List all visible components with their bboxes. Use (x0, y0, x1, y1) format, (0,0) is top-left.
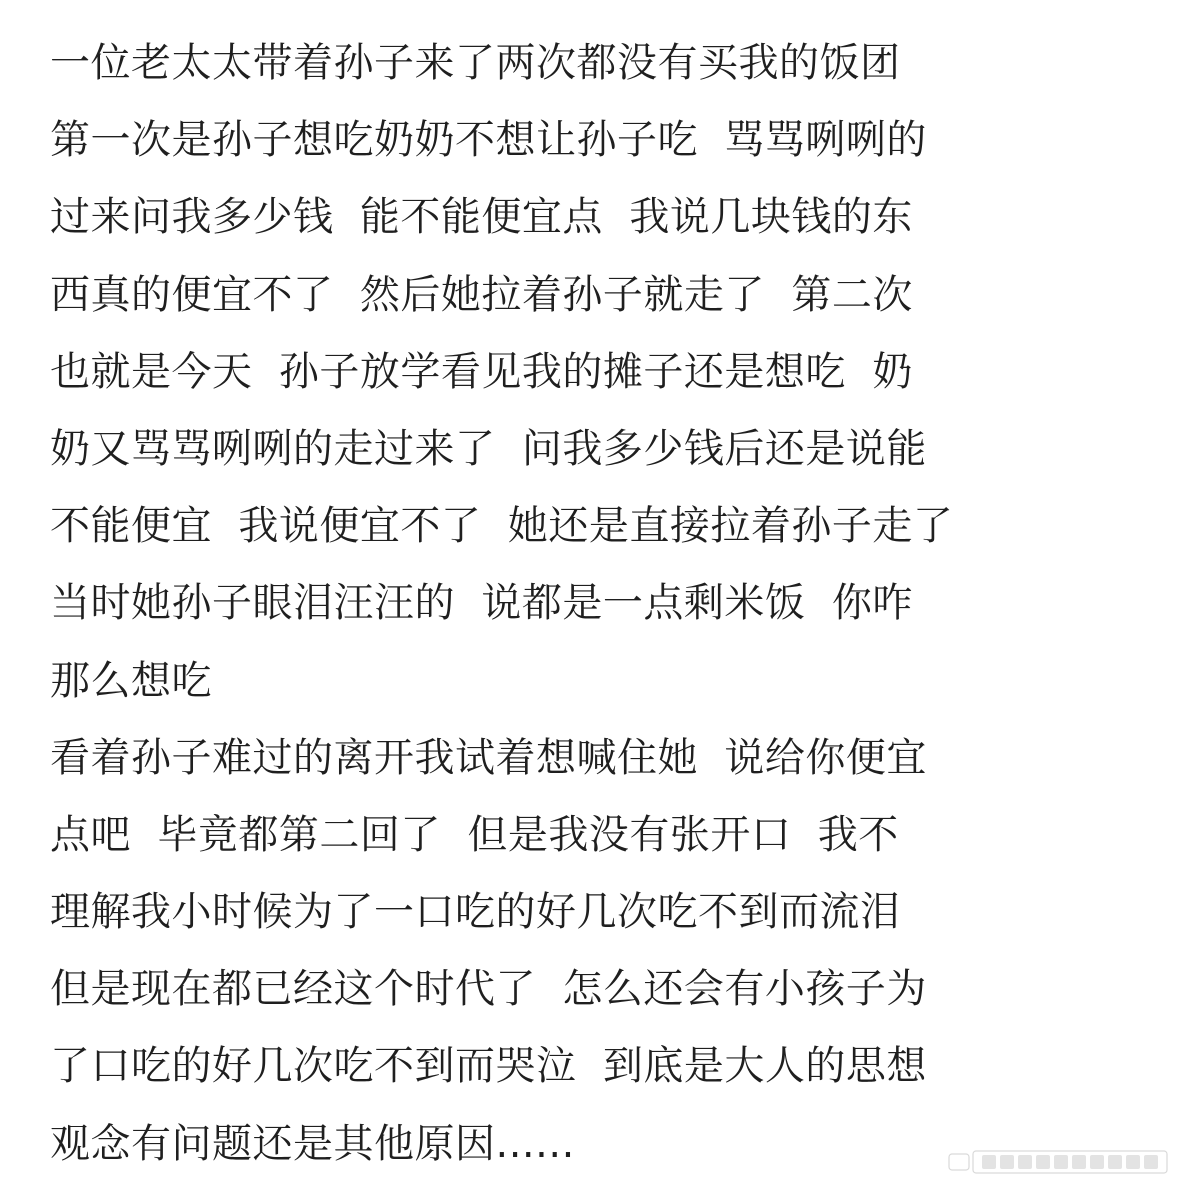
post-line: 但是现在都已经这个时代了 怎么还会有小孩子为 (50, 966, 927, 1013)
post-line: 观念有问题还是其他原因...... (50, 1120, 575, 1167)
post-line: 当时她孙子眼泪汪汪的 说都是一点剩米饭 你咋 (50, 580, 913, 627)
post-line: 看着孙子难过的离开我试着想喊住她 说给你便宜 (50, 734, 927, 781)
post-line: 也就是今天 孙子放学看见我的摊子还是想吃 奶 (50, 348, 913, 395)
post-line: 不能便宜 我说便宜不了 她还是直接拉着孙子走了 (50, 503, 954, 550)
post-line: 第一次是孙子想吃奶奶不想让孙子吃 骂骂咧咧的 (50, 117, 927, 164)
post-line: 一位老太太带着孙子来了两次都没有买我的饭团 (50, 40, 901, 86)
post-line: 奶又骂骂咧咧的走过来了 问我多少钱后还是说能 (50, 425, 927, 472)
post-line: 点吧 毕竟都第二回了 但是我没有张开口 我不 (50, 811, 899, 858)
post-line: 西真的便宜不了 然后她拉着孙子就走了 第二次 (50, 271, 913, 318)
post-text (50, 25, 1140, 1183)
post-line: 理解我小时候为了一口吃的好几次吃不到而流泪 (50, 889, 901, 936)
post-line: 了口吃的好几次吃不到而哭泣 到底是大人的思想 (50, 1043, 927, 1090)
post-line: 过来问我多少钱 能不能便宜点 我说几块钱的东 (50, 194, 913, 241)
post-line: 那么想吃 (50, 657, 212, 704)
weibo-watermark-icon (946, 1147, 1171, 1177)
